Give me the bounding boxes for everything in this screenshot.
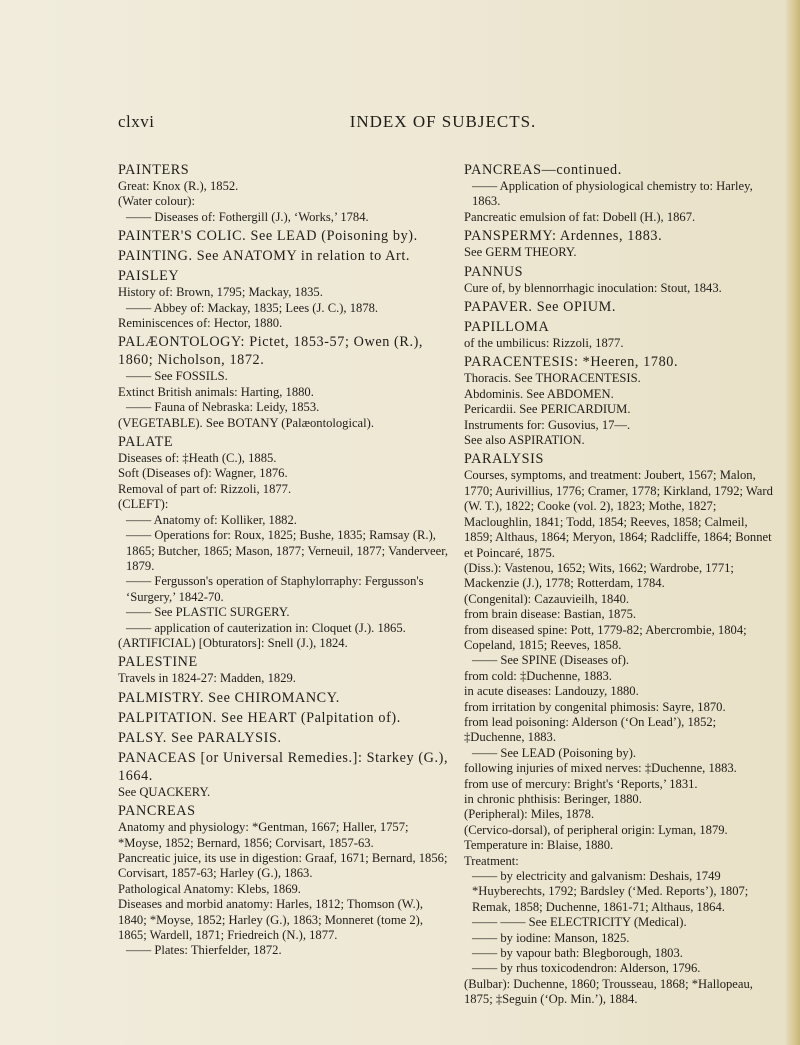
- index-entry: from diseased spine: Pott, 1779-82; Abercrombie, 1804; Copeland, 1815; Reeves, 1858.: [464, 622, 747, 652]
- index-entry: —— —— See ELECTRICITY (Medical).: [472, 915, 687, 930]
- index-heading: PAINTERS: [118, 162, 190, 178]
- index-entry: —— Plates: Thierfelder, 1872.: [126, 943, 282, 958]
- index-entry: Diseases and morbid anatomy: Harles, 1812; Thomson (W.), 1840; *Moyse, 1852; Harley (G.), 1863; Monneret (tome 2), 1865; Wardell, 1871; Friedreich (N.), 1877.: [118, 897, 423, 942]
- index-entry: (Congenital): Cazauvieilh, 1840.: [464, 591, 630, 606]
- index-entry: See QUACKERY.: [118, 784, 211, 799]
- index-entry: —— by rhus toxicodendron: Alderson, 1796.: [472, 961, 701, 976]
- index-entry: (ARTIFICIAL) [Obturators]: Snell (J.), 1824.: [118, 635, 348, 650]
- index-entry: from use of mercury: Bright's ‘Reports,’ 1831.: [464, 776, 698, 791]
- index-entry: —— See FOSSILS.: [126, 369, 228, 384]
- index-entry: from irritation by congenital phimosis: Sayre, 1870.: [464, 699, 726, 714]
- index-entry: Great: Knox (R.), 1852.: [118, 179, 239, 193]
- index-heading: PAINTER'S COLIC. See LEAD (Poisoning by).: [118, 228, 418, 245]
- index-entry: Pancreatic juice, its use in digestion: Graaf, 1671; Bernard, 1856; Corvisart, 1857-63; Harley (G.), 1863.: [118, 850, 448, 881]
- index-heading: PANCREAS—continued.: [464, 162, 622, 178]
- index-entry: (CLEFT):: [118, 497, 169, 512]
- index-heading: PARACENTESIS: *Heeren, 1780.: [464, 354, 679, 371]
- index-entry: Thoracis. See THORACENTESIS.: [464, 371, 641, 386]
- index-entry: See also ASPIRATION.: [464, 433, 585, 448]
- running-header: [118, 112, 768, 136]
- index-entry: Diseases of: ‡Heath (C.), 1885.: [118, 451, 277, 466]
- index-heading: PALSY. See PARALYSIS.: [118, 729, 282, 746]
- index-entry: from brain disease: Bastian, 1875.: [464, 607, 637, 622]
- index-heading: PALPITATION. See HEART (Palpitation of).: [118, 709, 401, 726]
- index-heading: PAPILLOMA: [464, 319, 550, 336]
- index-heading: PANNUS: [464, 263, 524, 280]
- index-entry: —— application of cauterization in: Cloquet (J.). 1865.: [126, 620, 406, 635]
- index-entry: in chronic phthisis: Beringer, 1880.: [464, 792, 642, 806]
- index-heading: PALÆONTOLOGY: Pictet, 1853-57; Owen (R.), 1860; Nicholson, 1872.: [118, 334, 424, 369]
- index-entry: —— Abbey of: Mackay, 1835; Lees (J. C.), 1878.: [126, 300, 379, 315]
- index-entry: following injuries of mixed nerves: ‡Duchenne, 1883.: [464, 761, 737, 776]
- index-entry: (Water colour):: [118, 194, 195, 209]
- index-entry: Extinct British animals: Harting, 1880.: [118, 384, 314, 399]
- index-heading: PALATE: [118, 434, 174, 451]
- index-column-left: [118, 159, 453, 959]
- index-entry: from lead poisoning: Alderson (‘On Lead’), 1852; ‡Duchenne, 1883.: [464, 714, 717, 745]
- index-entry: of the umbilicus: Rizzoli, 1877.: [464, 336, 624, 351]
- index-entry: —— Diseases of: Fothergill (J.), ‘Works,’ 1784.: [126, 209, 369, 224]
- index-heading: PANACEAS [or Universal Remedies.]: Starkey (G.), 1664.: [118, 749, 449, 784]
- index-entry: —— by vapour bath: Blegborough, 1803.: [472, 946, 683, 961]
- index-entry: —— by electricity and galvanism: Deshais, 1749 *Huyberechts, 1792; Bardsley (‘Med. Reports’), 1807; Remak, 1858; Duchenne, 1861-71; Althaus, 1864.: [472, 869, 749, 914]
- index-entry: Pathological Anatomy: Klebs, 1869.: [118, 881, 301, 896]
- index-entry: Abdominis. See ABDOMEN.: [464, 386, 614, 401]
- index-entry: History of: Brown, 1795; Mackay, 1835.: [118, 285, 323, 300]
- index-entry: —— See LEAD (Poisoning by).: [472, 745, 637, 760]
- page-edge: [786, 0, 800, 1045]
- index-heading: PANSPERMY: Ardennes, 1883.: [464, 228, 663, 245]
- index-entry: Cure of, by blennorrhagic inoculation: Stout, 1843.: [464, 280, 722, 295]
- index-entry: Courses, symptoms, and treatment: Joubert, 1567; Malon, 1770; Aurivillius, 1776; Cramer, 1778; Kirkland, 1792; Ward (W. T.), 1822; Cooke (vol. 2), 1823; Mothe, 1827; Macloughlin, 1841; Todd, 1854; Reeves, 1858; Calmeil, 1859; Althaus, 1864; Meryon, 1864; Radcliffe, 1864; Bonnet et Poincaré, 1875.: [464, 468, 773, 560]
- index-entry: —— See PLASTIC SURGERY.: [126, 605, 290, 620]
- index-entry: Pericardii. See PERICARDIUM.: [464, 402, 631, 417]
- index-entry: (Diss.): Vastenou, 1652; Wits, 1662; Wardrobe, 1771; Mackenzie (J.), 1778; Rotterdam, 1784.: [464, 560, 734, 591]
- index-entry: Soft (Diseases of): Wagner, 1876.: [118, 466, 288, 481]
- page-title: INDEX OF SUBJECTS.: [349, 112, 537, 131]
- index-entry: (Peripheral): Miles, 1878.: [464, 807, 595, 822]
- index-entry: Anatomy and physiology: *Gentman, 1667; Haller, 1757; *Moyse, 1852; Bernard, 1856; Corvisart, 1857-63.: [118, 820, 409, 850]
- index-entry: See GERM THEORY.: [464, 245, 577, 260]
- index-entry: —— See SPINE (Diseases of).: [472, 653, 630, 668]
- index-entry: —— Fergusson's operation of Staphylorraphy: Fergusson's ‘Surgery,’ 1842-70.: [126, 574, 424, 604]
- index-entry: Travels in 1824-27: Madden, 1829.: [118, 671, 296, 686]
- index-entry: Removal of part of: Rizzoli, 1877.: [118, 481, 292, 496]
- index-entry: from cold: ‡Duchenne, 1883.: [464, 668, 612, 683]
- page-number: clxvi: [118, 112, 155, 131]
- index-entry: —— by iodine: Manson, 1825.: [472, 930, 630, 945]
- index-heading: PANCREAS: [118, 803, 196, 820]
- index-entry: (Cervico-dorsal), of peripheral origin: Lyman, 1879.: [464, 822, 728, 837]
- index-entry: Reminiscences of: Hector, 1880.: [118, 316, 283, 331]
- index-entry: (Bulbar): Duchenne, 1860; Trousseau, 1868; *Hallopeau, 1875; ‡Seguin (‘Op. Min.’), 1884.: [464, 976, 753, 1007]
- index-entry: (VEGETABLE). See BOTANY (Palæontological).: [118, 415, 374, 430]
- index-column-right: [464, 159, 779, 1008]
- index-entry: Treatment:: [464, 853, 519, 868]
- index-entry: Temperature in: Blaise, 1880.: [464, 838, 614, 853]
- index-entry: —— Fauna of Nebraska: Leidy, 1853.: [126, 400, 320, 415]
- index-heading: PAINTING. See ANATOMY in relation to Art.: [118, 248, 411, 265]
- index-entry: —— Anatomy of: Kolliker, 1882.: [126, 512, 297, 527]
- index-heading: PARALYSIS: [464, 451, 544, 468]
- index-heading: PALESTINE: [118, 654, 198, 671]
- index-entry: Pancreatic emulsion of fat: Dobell (H.), 1867.: [464, 209, 696, 224]
- index-heading: PAISLEY: [118, 268, 180, 285]
- index-heading: PAPAVER. See OPIUM.: [464, 299, 617, 316]
- index-entry: Instruments for: Gusovius, 17—.: [464, 417, 631, 432]
- index-entry: —— Application of physiological chemistry to: Harley, 1863.: [472, 179, 753, 209]
- index-entry: —— Operations for: Roux, 1825; Bushe, 1835; Ramsay (R.), 1865; Butcher, 1865; Mason, 1877; Verneuil, 1877; Vanderveer, 1879.: [126, 528, 449, 573]
- index-heading: PALMISTRY. See CHIROMANCY.: [118, 689, 340, 706]
- index-entry: in acute diseases: Landouzy, 1880.: [464, 684, 639, 699]
